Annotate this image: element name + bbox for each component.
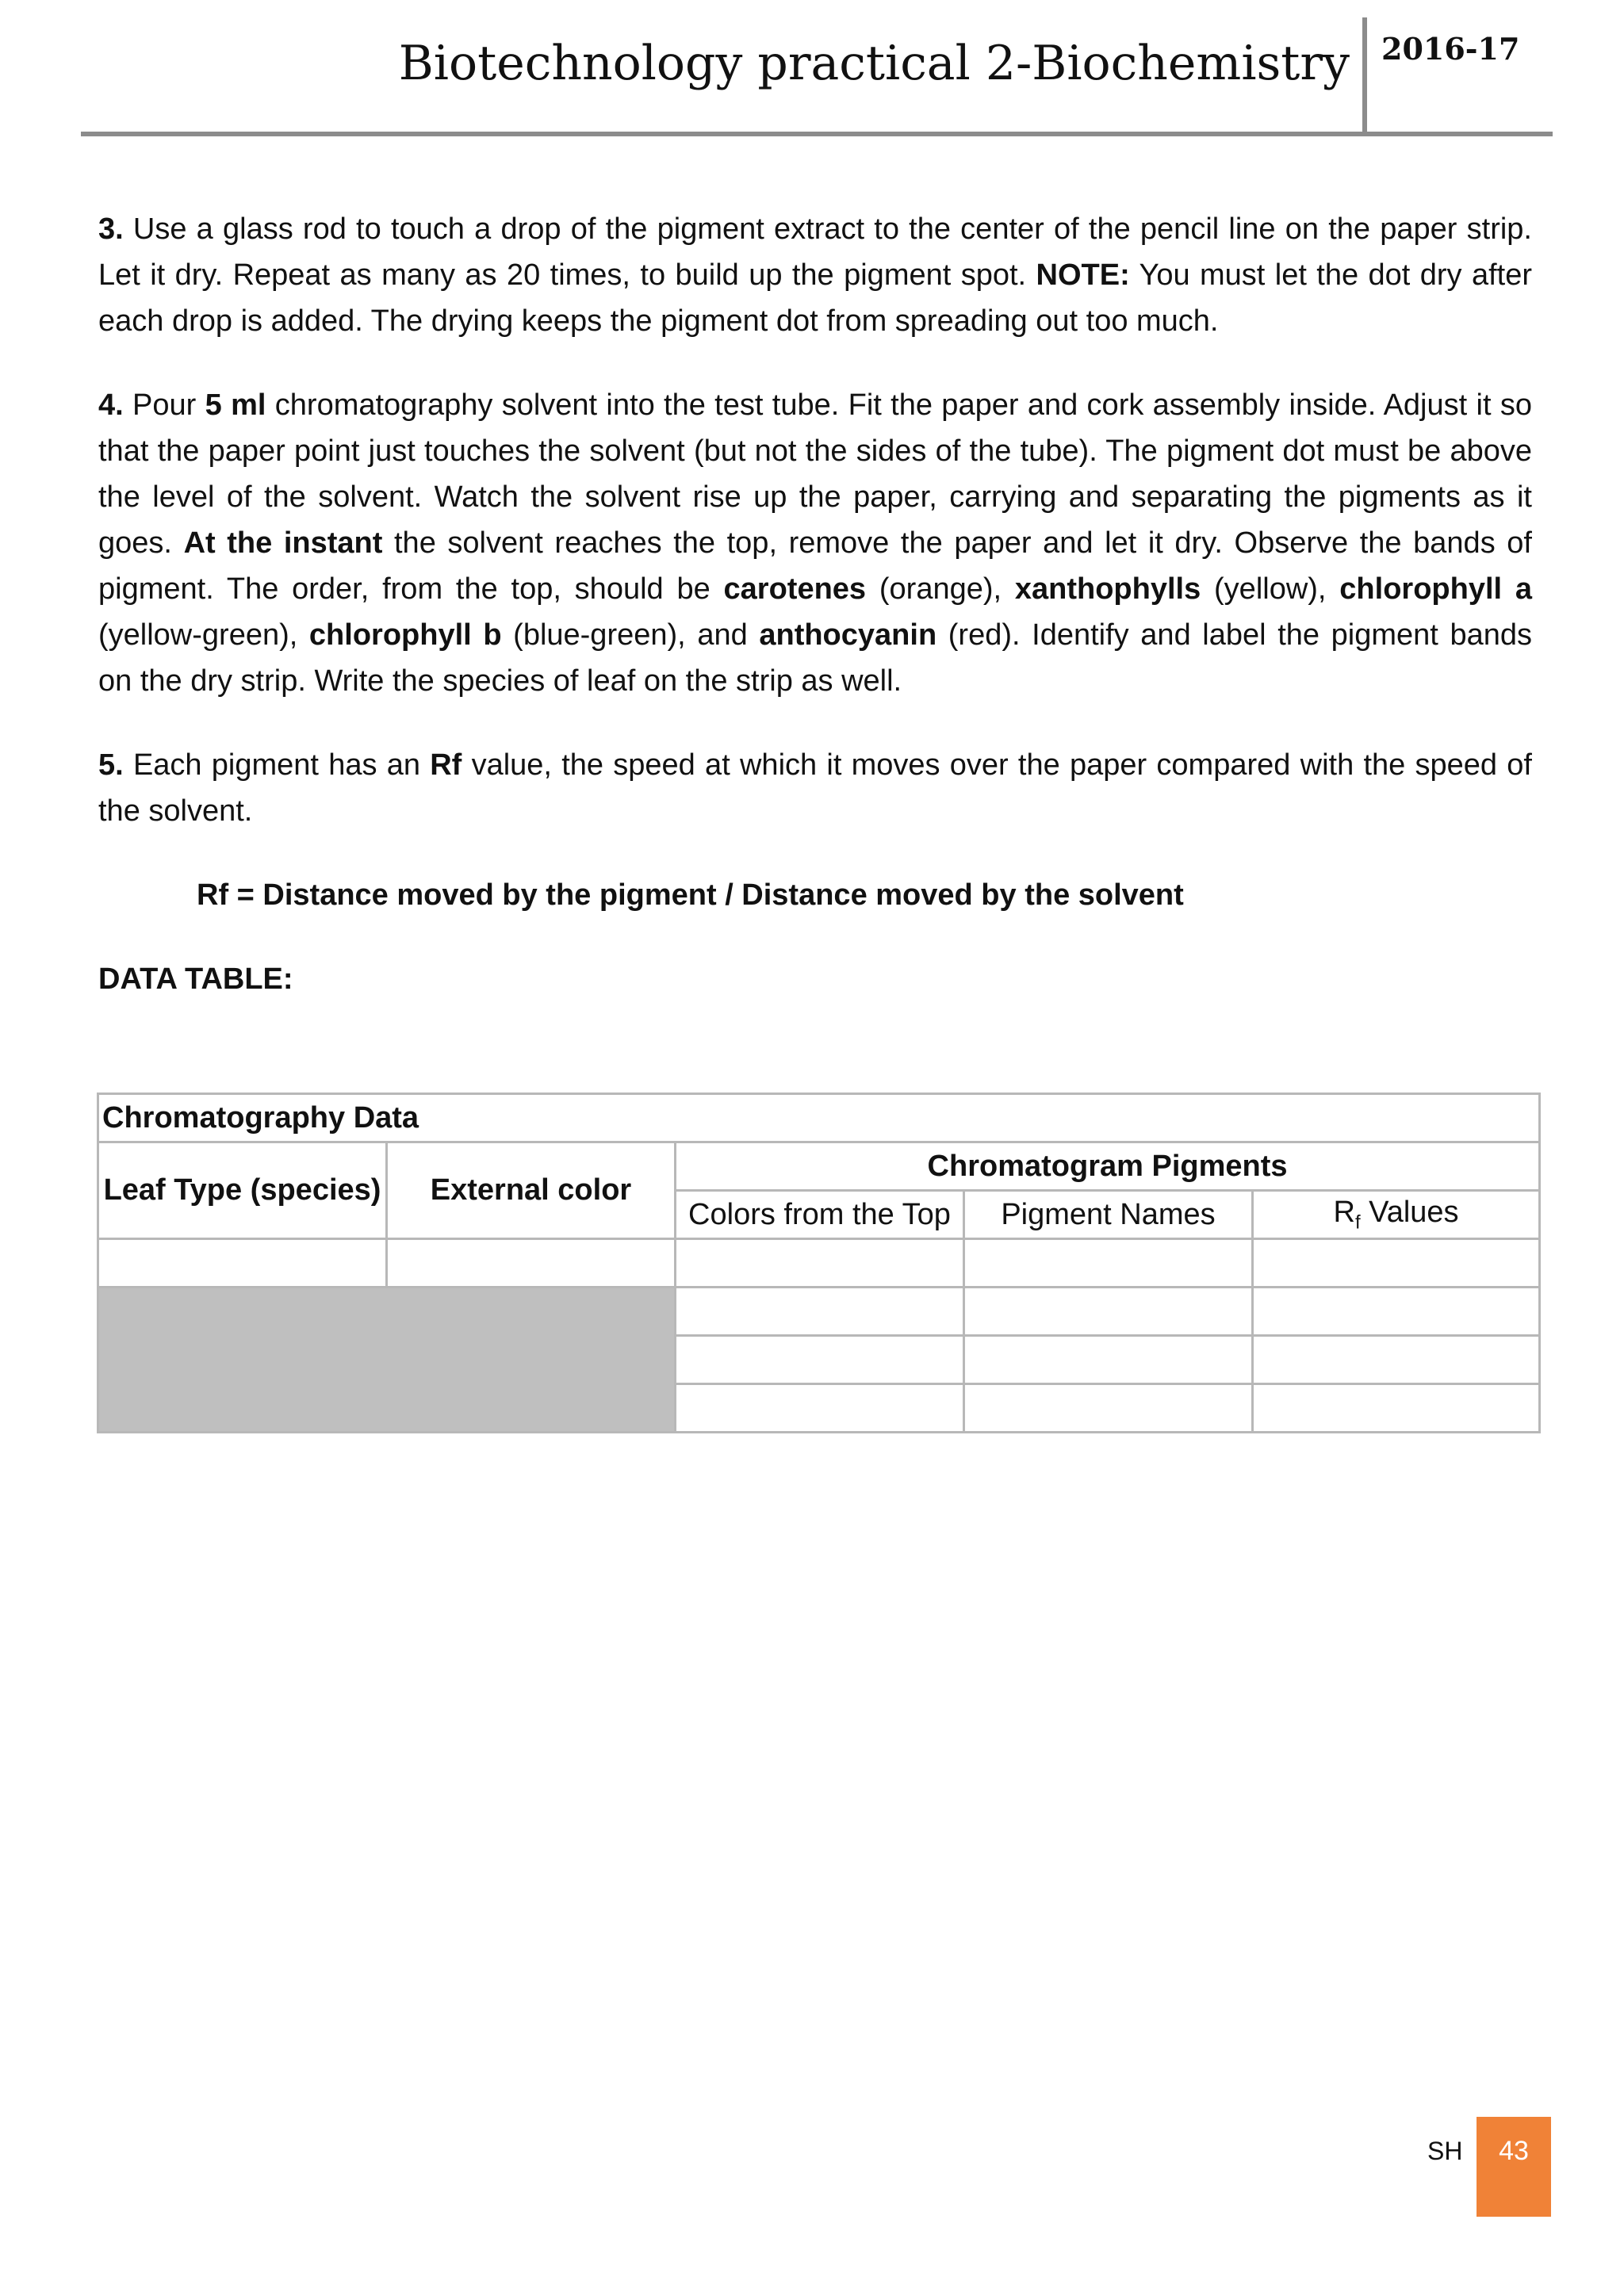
pigment-anthocyanin: anthocyanin bbox=[759, 618, 937, 652]
table-cell[interactable] bbox=[1253, 1336, 1540, 1384]
step-text: Each pigment has an bbox=[123, 748, 431, 782]
col-leaf-type: Leaf Type (species) bbox=[98, 1142, 387, 1239]
header-year: 2016-17 bbox=[1381, 31, 1520, 67]
table-cell[interactable] bbox=[964, 1336, 1253, 1384]
table-cell[interactable] bbox=[1253, 1384, 1540, 1433]
shaded-cell bbox=[98, 1288, 676, 1433]
step-text: chromatography solvent into the test tube. Fit the paper and cork assembly inside. Adjust it so that the paper point just touches the solvent (but not the sides of the tube). The pigment dot must be above the level of the solvent. Watch the solvent rise up the paper, carrying and separating the pigments as it goes. bbox=[98, 388, 1532, 560]
table-cell[interactable] bbox=[676, 1336, 964, 1384]
step-text: value, the speed at which it moves over the paper compared with the speed of the solvent. bbox=[98, 748, 1532, 828]
rf-subscript: f bbox=[1354, 1211, 1361, 1234]
step-text: Use a glass rod to touch a drop of the pigment extract to the center of the pencil line on the paper strip. Let it dry. Repeat as many as 20 times, to build up the pigment spot. bbox=[98, 212, 1532, 292]
header-title: Biotechnology practical 2-Biochemistry bbox=[398, 36, 1350, 91]
col-pigment-names: Pigment Names bbox=[964, 1191, 1253, 1239]
table-cell[interactable] bbox=[676, 1288, 964, 1336]
rf-suffix: Values bbox=[1360, 1195, 1459, 1229]
header-divider bbox=[1362, 17, 1367, 135]
step-4 bbox=[98, 382, 1532, 704]
footer-initials: SH bbox=[1427, 2137, 1463, 2165]
table-cell[interactable] bbox=[1253, 1239, 1540, 1288]
table-cell[interactable] bbox=[676, 1239, 964, 1288]
table-row bbox=[98, 1288, 1540, 1336]
step-text: Pour bbox=[123, 388, 205, 422]
rf-label: R bbox=[1333, 1195, 1355, 1229]
step-text: (yellow-green), bbox=[98, 618, 309, 652]
table-cell[interactable] bbox=[964, 1384, 1253, 1433]
table-cell[interactable] bbox=[676, 1384, 964, 1433]
table-cell[interactable] bbox=[1253, 1288, 1540, 1336]
data-table-heading: DATA TABLE: bbox=[98, 962, 293, 996]
chromatography-data-table bbox=[97, 1093, 1541, 1433]
step-number: 3. bbox=[98, 212, 124, 246]
page-number-badge: 43 bbox=[1477, 2117, 1551, 2217]
table-cell[interactable] bbox=[964, 1288, 1253, 1336]
page-content bbox=[98, 206, 1532, 1037]
pigment-xanthophylls: xanthophylls bbox=[1014, 572, 1201, 606]
pigment-carotenes: carotenes bbox=[723, 572, 867, 606]
step-5 bbox=[98, 742, 1532, 834]
step-text: the solvent reaches the top, remove the paper and let it dry. Observe the bands of pigment. The order, from the top, should be bbox=[98, 526, 1532, 606]
step-text: (orange), bbox=[866, 572, 1015, 606]
table-row bbox=[98, 1239, 1540, 1288]
step-number: 4. bbox=[98, 388, 124, 422]
step-text: (yellow), bbox=[1201, 572, 1340, 606]
pigment-chlorophyll-b: chlorophyll b bbox=[308, 618, 502, 652]
col-rf-values bbox=[1253, 1191, 1540, 1239]
step-bold: At the instant bbox=[183, 526, 383, 560]
table-cell[interactable] bbox=[964, 1239, 1253, 1288]
step-3 bbox=[98, 206, 1532, 344]
table-caption: Chromatography Data bbox=[98, 1094, 1540, 1142]
table-cell[interactable] bbox=[387, 1239, 676, 1288]
col-group-chromatogram-pigments: Chromatogram Pigments bbox=[676, 1142, 1540, 1191]
pigment-chlorophyll-a: chlorophyll a bbox=[1339, 572, 1533, 606]
col-external-color: External color bbox=[387, 1142, 676, 1239]
step-bold: 5 ml bbox=[205, 388, 266, 422]
table-cell[interactable] bbox=[98, 1239, 387, 1288]
step-text: You must let the dot dry after each drop is added. The drying keeps the pigment dot from spreading out too much. bbox=[98, 258, 1533, 338]
step-text: (blue-green), and bbox=[501, 618, 760, 652]
step-number: 5. bbox=[98, 748, 124, 782]
step-bold: NOTE: bbox=[1036, 258, 1130, 292]
step-bold: Rf bbox=[430, 748, 462, 782]
col-colors-from-top: Colors from the Top bbox=[676, 1191, 964, 1239]
header-rule bbox=[81, 132, 1553, 136]
rf-formula: Rf = Distance moved by the pigment / Distance moved by the solvent bbox=[197, 878, 1184, 912]
step-text: (red). Identify and label the pigment bands on the dry strip. Write the species of leaf on the strip as well. bbox=[98, 618, 1532, 698]
